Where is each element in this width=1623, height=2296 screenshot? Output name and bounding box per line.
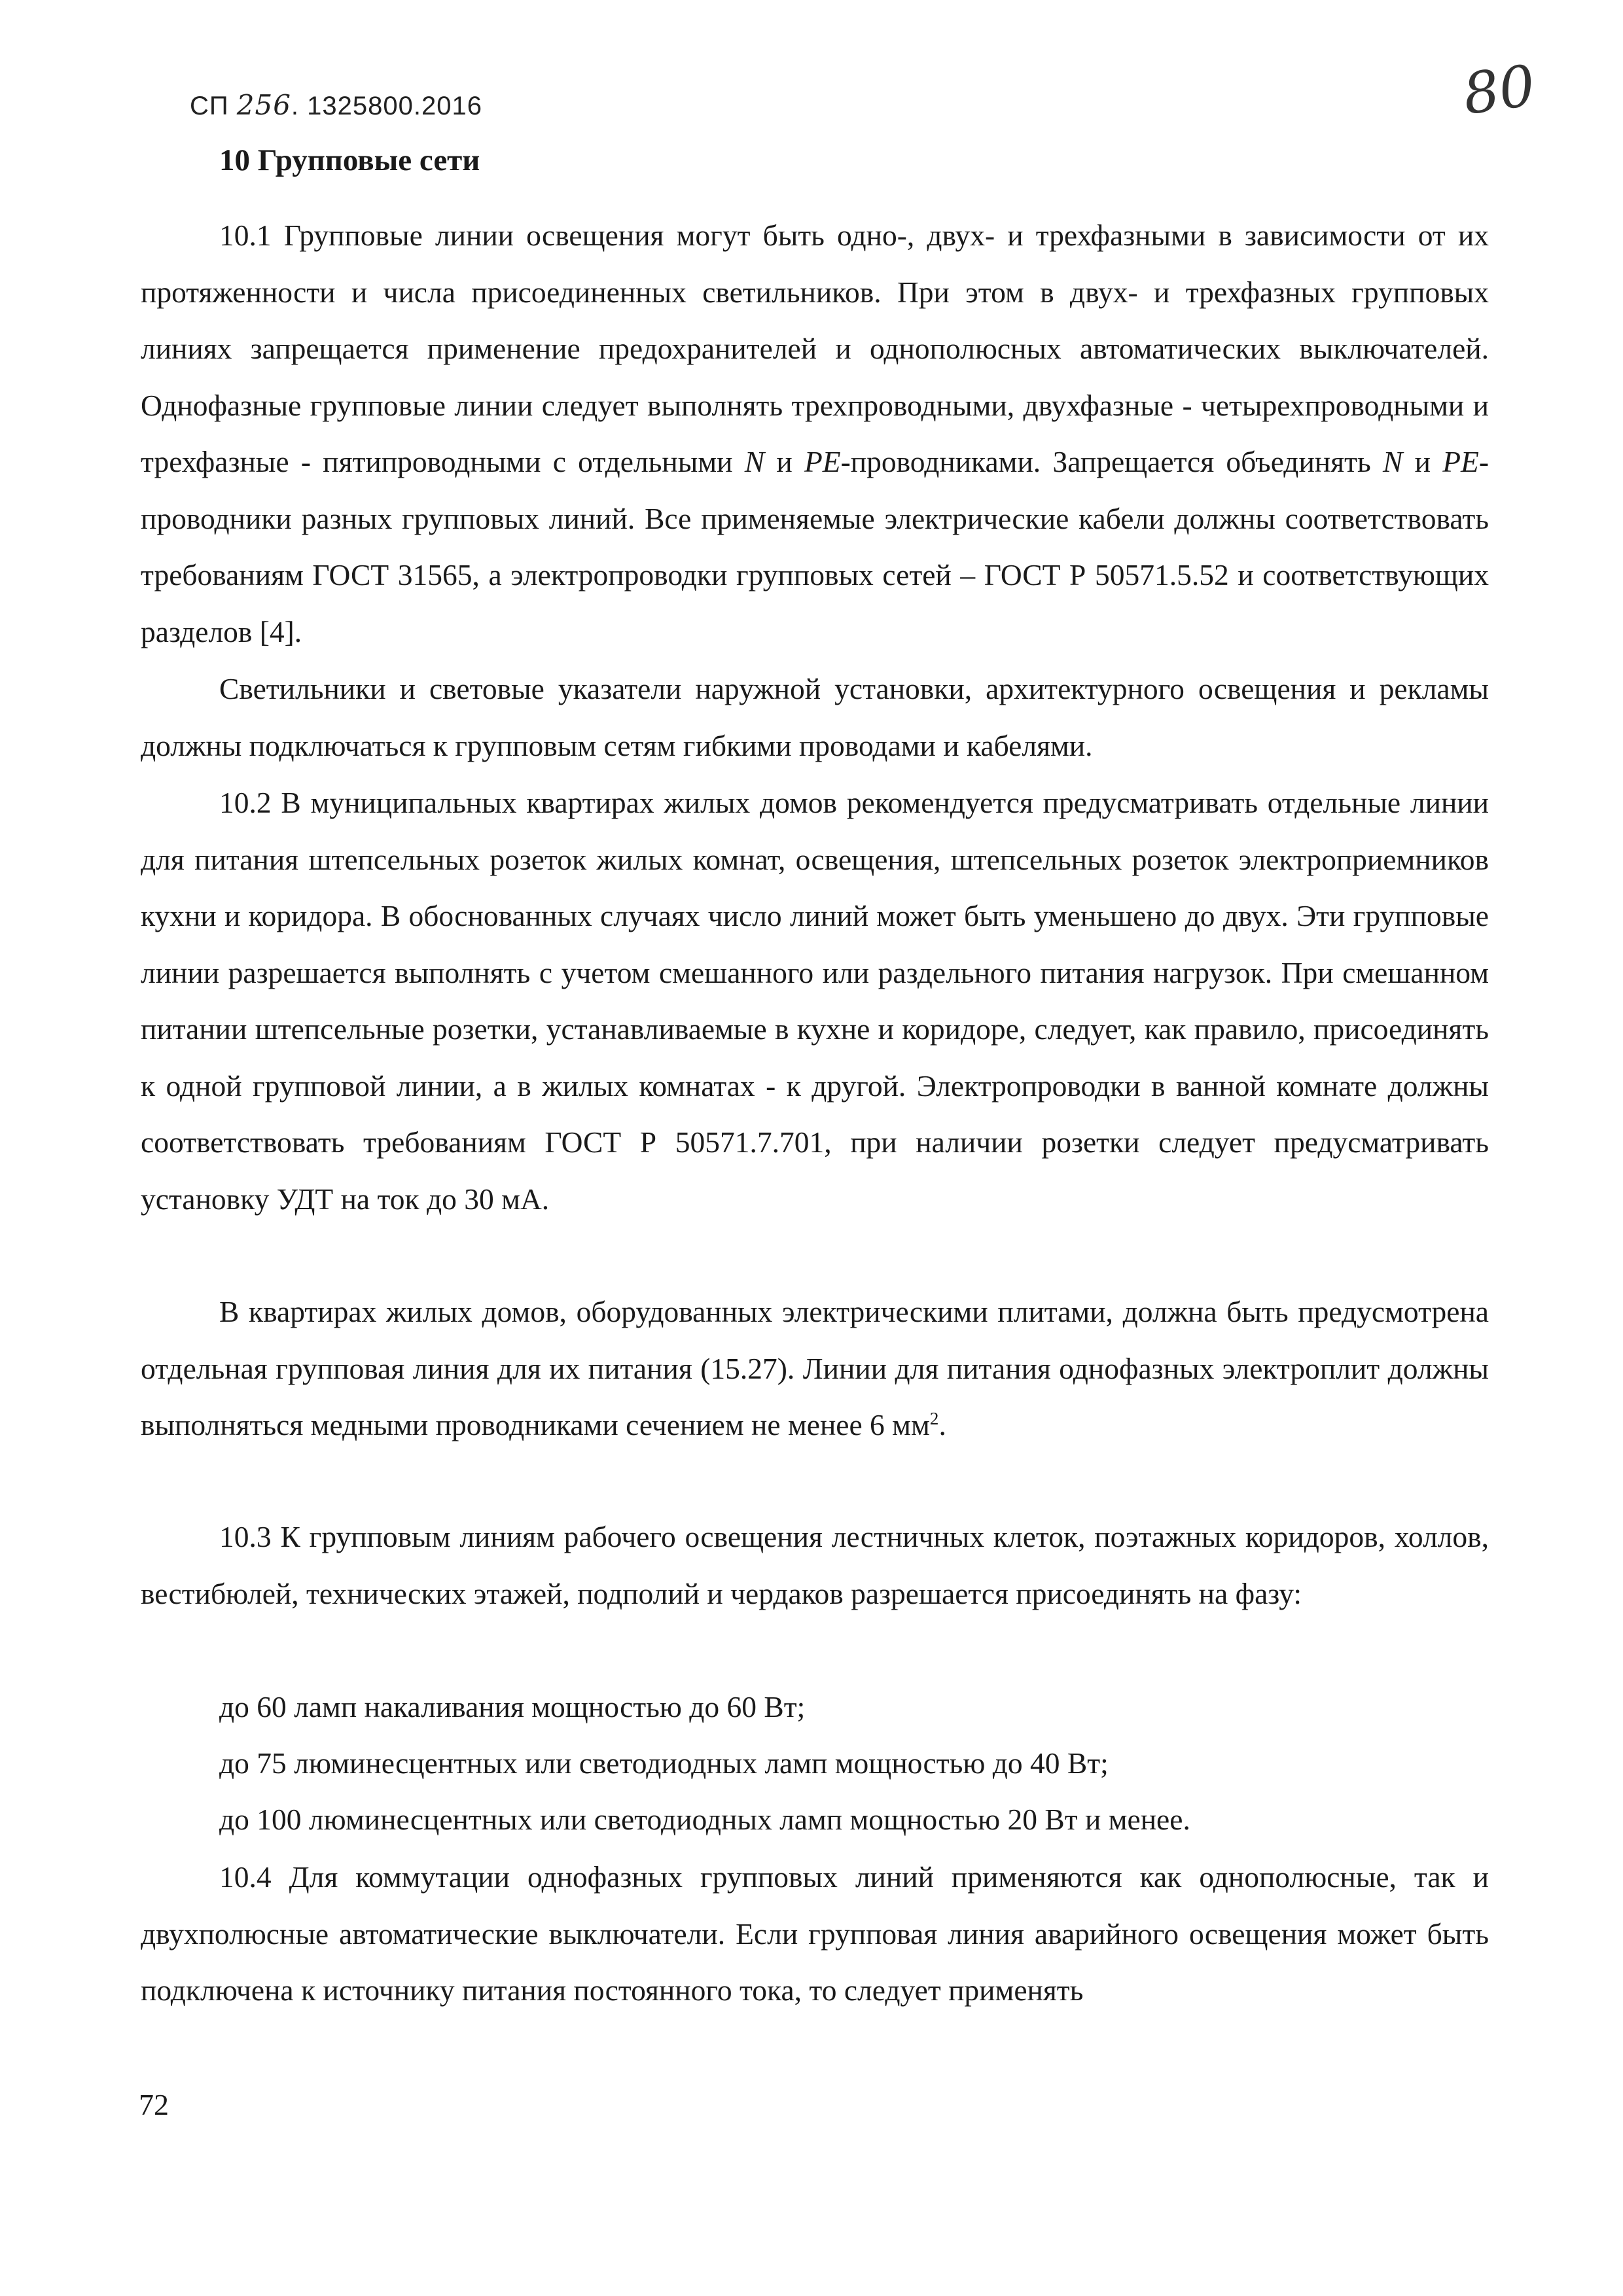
paragraph-electric-stoves	[141, 1284, 1489, 1454]
p4-text: В квартирах жилых домов, оборудованных электрическими плитами, должна быть предусмотрена отдельная групповая линия для их питания (15.27). Линии для питания однофазных электроплит должны выполняться медными проводниками сечением не менее 6 мм	[141, 1295, 1489, 1441]
paragraph-10-2: 10.2 В муниципальных квартирах жилых домов рекомендуется предусматривать отдельные линии для питания штепсельных розеток жилых комнат, освещения, штепсельных розеток электроприемников кухни и коридора. В обоснованных случаях число линий может быть уменьшено до двух. Эти групповые линии разрешается выполнять с учетом смешанного или раздельного питания нагрузок. При смешанном питании штепсельные розетки, устанавливаемые в кухне и коридоре, следует, как правило, присоединять к одной групповой линии, а в жилых комнатах - к другой. Электропроводки в ванной комнате должны соответствовать требованиям ГОСТ Р 50571.7.701, при наличии розетки следует предусматривать установку УДТ на ток до 30 мА.	[141, 786, 1489, 1216]
standard-prefix: СП	[190, 92, 237, 120]
document-header	[190, 89, 482, 128]
p1-text: 10.1 Групповые линии освещения могут быть одно-, двух- и трехфазными в зависимости от их протяженности и числа присоединенных светильников. При этом в двух- и трехфазных групповых линиях запрещается применение предохранителей и однополюсных автоматических выключателей. Однофазные групповые линии следует выполнять трехпроводными, двухфазные - четырехпроводными и трехфазные - пятипроводными с отдельными N и PE-проводниками. Запрещается объединять N и PE-проводники разных групповых линий. Все применяемые электрические кабели должны соответствовать требованиям ГОСТ 31565, а электропроводки групповых сетей – ГОСТ Р 50571.5.52 и соответствующих разделов [4].	[141, 219, 1489, 648]
paragraph-10-4: 10.4 Для коммутации однофазных групповых линий применяются как однополюсные, так и двухполюсные автоматические выключатели. Если групповая линия аварийного освещения может быть подключена к источнику питания постоянного тока, то следует применять	[141, 1860, 1489, 2007]
paragraph-10-3: 10.3 К групповым линиям рабочего освещения лестничных клеток, поэтажных коридоров, холлов, вестибюлей, технических этажей, подполий и чердаков разрешается присоединять на фазу:	[141, 1520, 1489, 1610]
section-title: 10 Групповые сети	[219, 143, 480, 177]
p4-superscript: 2	[929, 1408, 939, 1428]
p4-end: .	[938, 1408, 946, 1441]
paragraph-10-1	[141, 207, 1489, 660]
list-item-2: до 75 люминесцентных или светодиодных ламп мощностью до 40 Вт;	[219, 1746, 1109, 1780]
paragraph-outdoor-lighting: Светильники и световые указатели наружной установки, архитектурного освещения и рекламы должны подключаться к групповым сетям гибкими проводами и кабелями.	[141, 672, 1489, 762]
handwritten-page-mark: 80	[1459, 52, 1539, 128]
page-number: 72	[139, 2088, 169, 2121]
list-item-1: до 60 ламп накаливания мощностью до 60 Вт;	[219, 1690, 806, 1723]
standard-suffix: . 1325800.2016	[291, 92, 482, 120]
handwritten-number: 256	[236, 89, 291, 121]
list-item-3: до 100 люминесцентных или светодиодных ламп мощностью 20 Вт и менее.	[219, 1803, 1190, 1836]
